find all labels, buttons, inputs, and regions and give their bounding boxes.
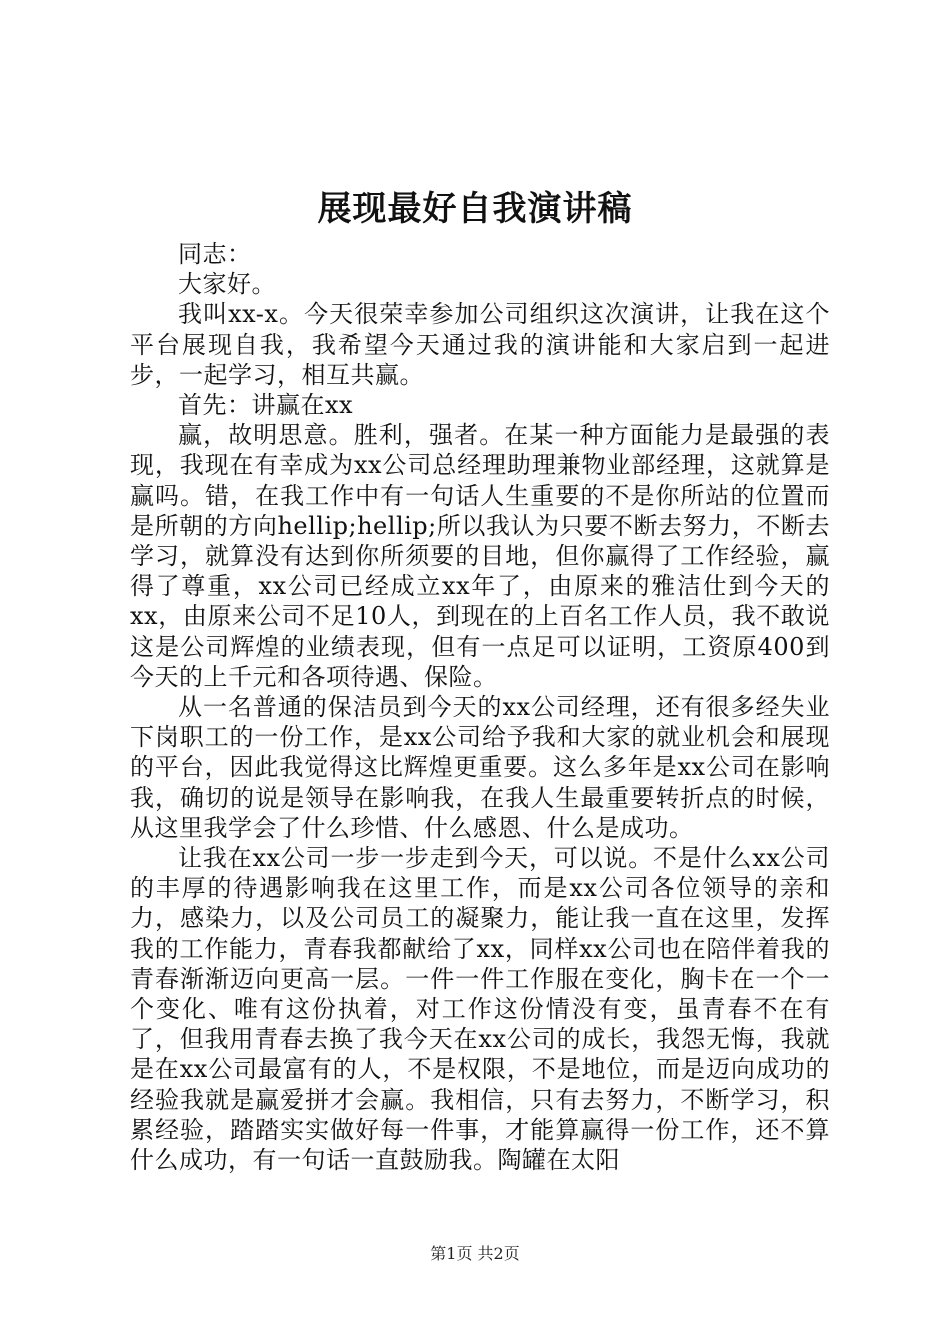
page-number: 第1页 共2页 xyxy=(430,1244,520,1263)
paragraph-growth: 让我在xx公司一步一步走到今天，可以说。不是什么xx公司的丰厚的待遇影响我在这里工作，而是xx公司各位领导的亲和力，感染力，以及公司员工的凝聚力，能让我一直在这里，发挥我的工作能力，青春我都献给了xx，同样xx公司也在陪伴着我的青春渐渐迈向更高一层。一件一件工作服在变化，胸卡在一个一个变化、唯有这份执着，对工作这份情没有变，虽青春不在有了，但我用青春去换了我今天在xx公司的成长，我怨无悔，我就是在xx公司最富有的人，不是权限，不是地位，而是迈向成功的经验我就是赢爱拼才会赢。我相信，只有去努力，不断学习，积累经验，踏踏实实做好每一件事，才能算赢得一份工作，还不算什么成功，有一句话一直鼓励我。陶罐在太阳 xyxy=(130,844,830,1175)
salutation: 同志： xyxy=(178,240,252,268)
paragraph-intro: 我叫xx-x。今天很荣幸参加公司组织这次演讲，让我在这个平台展现自我，我希望今天通过我的演讲能和大家启到一起进步，一起学习，相互共赢。 xyxy=(130,300,830,389)
paragraph-career: 从一名普通的保洁员到今天的xx公司经理，还有很多经失业下岗职工的一份工作，是xx公司给予我和大家的就业机会和展现的平台，因此我觉得这比辉煌更重要。这么多年是xx公司在影响我，确切的说是领导在影响我，在我人生最重要转折点的时候，从这里我学会了什么珍惜、什么感恩、什么是成功。 xyxy=(130,693,830,842)
paragraph-heading: 首先：讲赢在xx xyxy=(178,391,354,420)
document-body xyxy=(130,239,830,1175)
greeting: 大家好。 xyxy=(178,270,276,299)
paragraph-win: 赢，故明思意。胜利，强者。在某一种方面能力是最强的表现，我现在有幸成为xx公司总经理助理兼物业部经理，这就算是赢吗。错，在我工作中有一句话人生重要的不是你所站的位置而是所朝的方向hellip;hellip;所以我认为只要不断去努力，不断去学习，就算没有达到你所须要的目地，但你赢得了工作经验，赢得了尊重，xx公司已经成立xx年了，由原来的雅洁仕到今天的xx，由原来公司不足10人，到现在的上百名工作人员，我不敢说这是公司辉煌的业绩表现，但有一点足可以证明，工资原400到今天的上千元和各项待遇、保险。 xyxy=(130,421,830,691)
document-title: 展现最好自我演讲稿 xyxy=(317,189,633,229)
